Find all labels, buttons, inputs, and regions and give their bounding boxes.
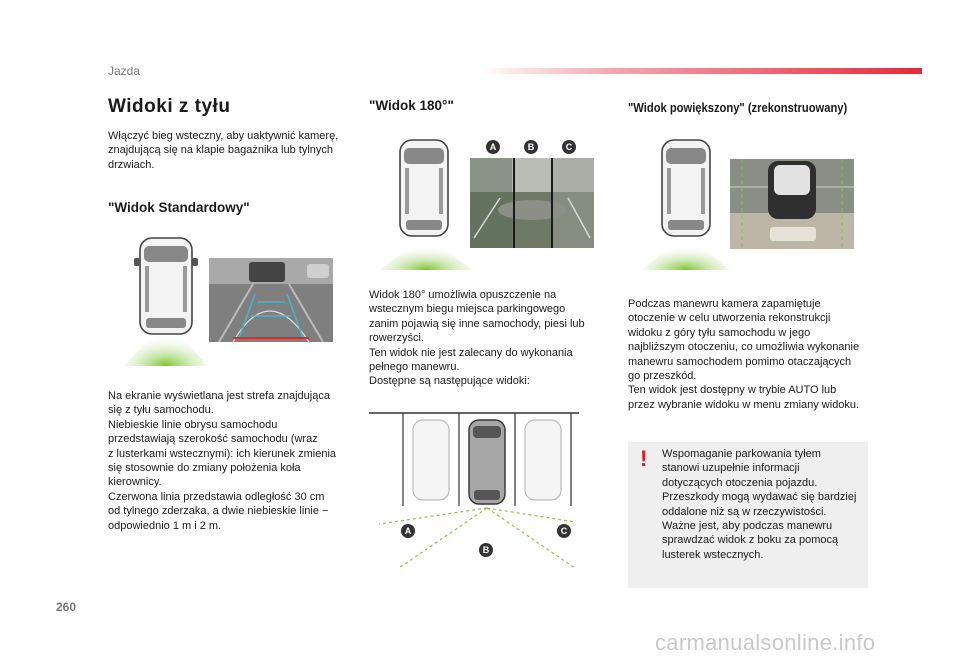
badge-c: C: [562, 140, 576, 154]
view-180-camera-screen: [470, 158, 594, 248]
diagram-badge-b: B: [479, 543, 493, 557]
chapter-label: Jazda: [108, 64, 141, 78]
page-title: Widoki z tyłu: [108, 96, 231, 117]
standard-view-camera-screen: [209, 258, 333, 342]
zoom-view-camera-screen: [730, 159, 854, 249]
badge-a: A: [486, 140, 500, 154]
view-180-parking-diagram: [369, 412, 579, 578]
zoom-view-body-text: Podczas manewru kamera zapamiętuje otoczenie w celu utworzenia rekonstrukcji widoku z góry tyłu samochodu w jego najbliższym otoczeniu, co umożliwia wykonanie manewru samochodem pomimo otaczających go przeszkód. Ten widok jest dostępny w trybie AUTO lub przez wybranie widoku w menu zmiany widoku.: [628, 298, 860, 411]
standard-view-title: "Widok Standardowy": [108, 200, 250, 215]
badge-b: B: [524, 140, 538, 154]
diagram-badge-c: C: [557, 524, 571, 538]
diagram-badge-a: A: [401, 524, 415, 538]
intro-text: Włączyć bieg wsteczny, aby uaktywnić kamerę, znajdującą się na klapie bagażnika lub tylnych drzwiach.: [108, 130, 339, 171]
page-number: 260: [56, 600, 77, 614]
warning-note-text: Wspomaganie parkowania tyłem stanowi uzupełnie informacji dotyczących otoczenia pojazdu. Przeszkody mogą wydawać się bardziej oddalone niż są w rzeczywistości. Ważne jest, aby podczas manewru sprawdzać widok z boku za pomocą lusterek wstecznych.: [662, 448, 857, 561]
warning-icon: !: [640, 446, 648, 471]
standard-view-body-text: Na ekranie wyświetlana jest strefa znajdująca się z tyłu samochodu. Niebieskie linie obrysu samochodu przedstawiają szerokość samochodu (wraz z lusterkami wstecznymi): ich kierunek zmienia się stosownie do zmiany położenia koła kierownicy. Czerwona linia przedstawia odległość 30 cm od tylnego zderzaka, a dwie niebieskie linie − odpowiednio 1 m i 2 m.: [108, 390, 337, 532]
car-180-view-illustration: [378, 134, 474, 272]
view-180-body-text: Widok 180° umożliwia opuszczenie na wstecznym biegu miejsca parkingowego zanim pojawią się inne samochody, piesi lub rowerzyści. Ten widok nie jest zalecany do wykonania pełnego manewru. Dostępne są następujące widoki:: [369, 289, 585, 388]
view-180-title: "Widok 180°": [369, 98, 454, 113]
zoom-view-title: "Widok powiększony" (zrekonstruowany): [628, 100, 848, 115]
header-accent-bar: [480, 68, 922, 74]
car-standard-view-illustration: [118, 232, 214, 368]
watermark: carmanualsonline.info: [655, 630, 876, 655]
car-zoom-view-illustration: [638, 134, 734, 272]
